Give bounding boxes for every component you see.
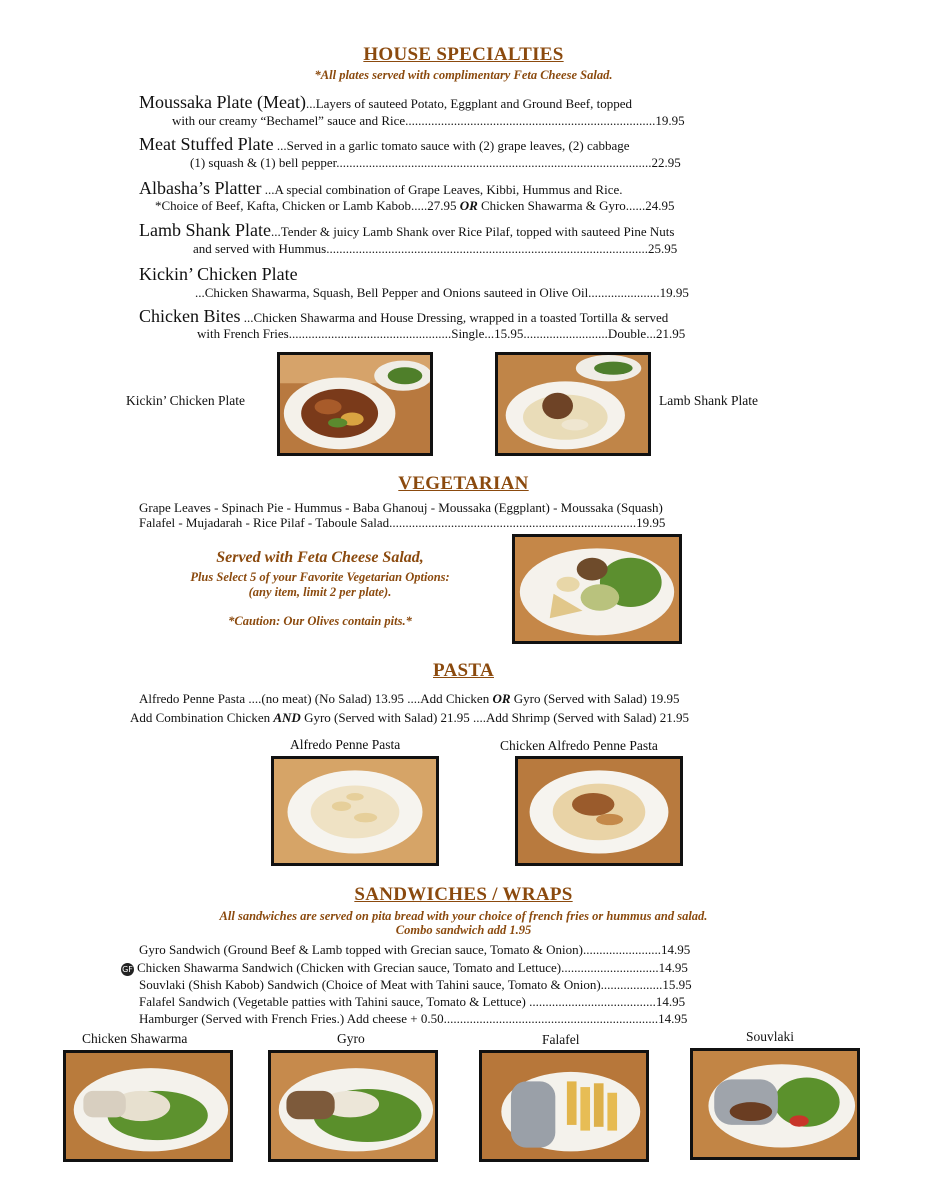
vegetarian-select-note: Plus Select 5 of your Favorite Vegetarian Options: [190,570,450,584]
item-name: Albasha’s Platter [139,178,262,198]
falafel-photo [479,1050,649,1162]
sandwich-item-falafel: Falafel Sandwich (Vegetable patties with Tahini sauce, Tomato & Lettuce) .......................................14.95 [139,994,686,1009]
pasta-line2: Add Combination Chicken AND Gyro (Served with Salad) 21.95 ....Add Shrimp (Served with Salad) 21.95 [130,710,689,725]
sandwich-item-chicken-shawarma: GF Chicken Shawarma Sandwich (Chicken with Grecian sauce, Tomato and Lettuce)..............................14.95 [122,960,688,975]
menu-item-lamb-shank: Lamb Shank Plate...Tender & juicy Lamb Shank over Rice Pilaf, topped with sauteed Pine Nuts [139,220,675,240]
item-desc: with French Fries..................................................Single...15.95..........................Double...21.95 [197,326,686,341]
photo-caption-kickin-chicken: Kickin’ Chicken Plate [126,393,245,408]
menu-item-meat-stuffed: Meat Stuffed Plate ...Served in a garlic tomato sauce with (2) grape leaves, (2) cabbage [139,134,630,154]
sandwiches-heading: SANDWICHES / WRAPS [354,884,573,905]
vegetarian-plate-photo [512,534,682,644]
item-desc: (1) squash & (1) bell pepper.................................................................................................22.95 [190,155,681,170]
item-desc: and served with Hummus...................................................................................................25.95 [193,241,678,256]
sandwich-item-souvlaki: Souvlaki (Shish Kabob) Sandwich (Choice of Meat with Tahini sauce, Tomato & Onion)...................15.95 [139,977,692,992]
item-name: Chicken Bites [139,306,241,326]
sandwich-item-hamburger: Hamburger (Served with French Fries.) Add cheese + 0.50..................................................................14.95 [139,1011,688,1026]
alfredo-pasta-photo [271,756,439,866]
menu-item-chicken-bites: Chicken Bites ...Chicken Shawarma and House Dressing, wrapped in a toasted Tortilla & served [139,306,669,326]
photo-caption-gyro: Gyro [337,1031,365,1046]
item-name: Lamb Shank Plate [139,220,271,240]
item-desc: ...Chicken Shawarma, Squash, Bell Pepper and Onions sauteed in Olive Oil......................19.95 [195,285,689,300]
item-name: Moussaka Plate (Meat) [139,92,306,112]
olives-caution-note: *Caution: Our Olives contain pits.* [228,614,412,628]
vegetarian-served-with: Served with Feta Cheese Salad, [216,549,424,566]
photo-caption-chicken-alfredo: Chicken Alfredo Penne Pasta [500,738,658,753]
item-name: Meat Stuffed Plate [139,134,274,154]
item-desc: with our creamy “Bechamel” sauce and Rice.............................................................................19.95 [172,113,685,128]
sandwiches-note: All sandwiches are served on pita bread with your choice of french fries or hummus and salad. [219,909,708,923]
gyro-photo [268,1050,438,1162]
vegetarian-options-line2: Falafel - Mujadarah - Rice Pilaf - Taboule Salad............................................................................19.95 [139,515,666,530]
pasta-line1: Alfredo Penne Pasta ....(no meat) (No Salad) 13.95 ....Add Chicken OR Gyro (Served with Salad) 19.95 [139,691,680,706]
lamb-shank-photo [495,352,651,456]
chicken-shawarma-photo [63,1050,233,1162]
menu-item-kickin-chicken: Kickin’ Chicken Plate [139,264,298,284]
item-desc: *Choice of Beef, Kafta, Chicken or Lamb Kabob.....27.95 OR Chicken Shawarma & Gyro......24.95 [155,198,675,213]
vegetarian-heading: VEGETARIAN [398,473,529,494]
kickin-chicken-photo [277,352,433,456]
menu-item-moussaka: Moussaka Plate (Meat)...Layers of sauteed Potato, Eggplant and Ground Beef, topped [139,92,632,112]
photo-caption-lamb-shank: Lamb Shank Plate [659,393,758,408]
photo-caption-alfredo: Alfredo Penne Pasta [290,737,401,752]
sandwich-item-gyro: Gyro Sandwich (Ground Beef & Lamb topped with Grecian sauce, Tomato & Onion)........................14.95 [139,942,691,957]
chicken-alfredo-pasta-photo [515,756,683,866]
souvlaki-photo [690,1048,860,1160]
combo-note: Combo sandwich add 1.95 [395,923,532,937]
gluten-free-icon: GF [122,964,133,974]
photo-caption-chicken-shawarma: Chicken Shawarma [82,1031,188,1046]
house-specialties-note: *All plates served with complimentary Feta Cheese Salad. [314,68,613,82]
photo-caption-falafel: Falafel [542,1032,580,1047]
house-specialties-heading: HOUSE SPECIALTIES [363,44,564,65]
photo-caption-souvlaki: Souvlaki [746,1029,795,1044]
vegetarian-options-line1: Grape Leaves - Spinach Pie - Hummus - Baba Ghanouj - Moussaka (Eggplant) - Moussaka (Squash) [139,500,663,515]
vegetarian-limit-note: (any item, limit 2 per plate). [248,585,392,599]
pasta-heading: PASTA [433,660,494,681]
menu-item-albasha-platter: Albasha’s Platter ...A special combination of Grape Leaves, Kibbi, Hummus and Rice. [139,178,623,198]
